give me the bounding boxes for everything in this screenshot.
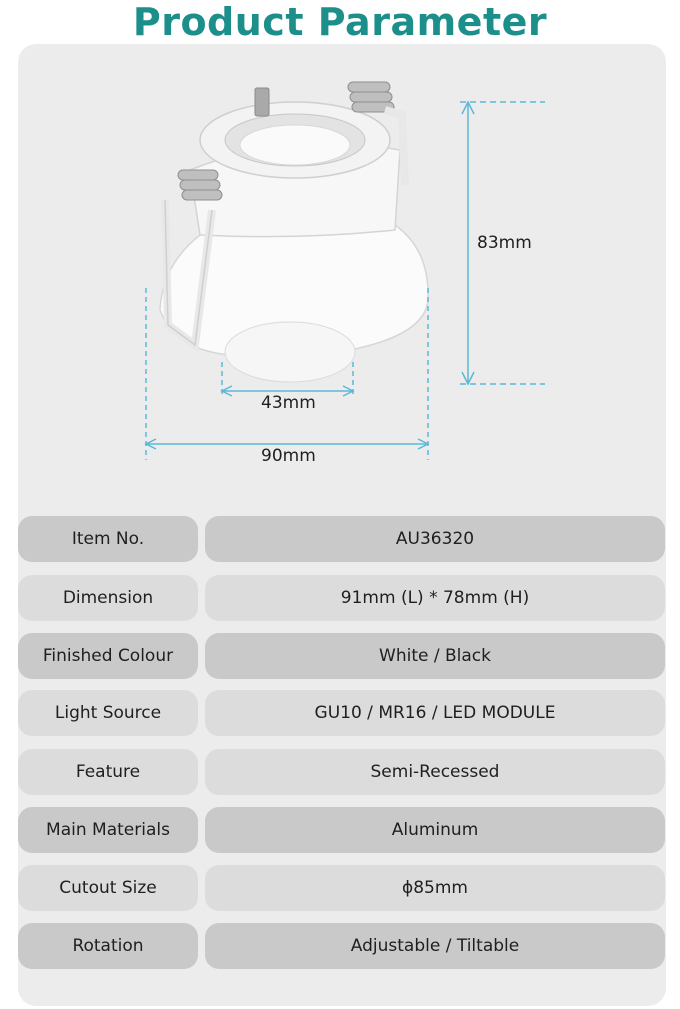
param-value: Aluminum xyxy=(205,807,665,853)
param-label: Item No. xyxy=(18,516,198,562)
outer-dimension-label: 90mm xyxy=(261,446,316,466)
param-row-main-materials xyxy=(18,807,666,853)
param-value: 91mm (L) * 78mm (H) xyxy=(205,575,665,621)
param-label: Dimension xyxy=(18,575,198,621)
param-row-feature xyxy=(18,749,666,795)
param-value: Adjustable / Tiltable xyxy=(205,923,665,969)
param-row-light-source xyxy=(18,690,666,736)
param-row-item-no xyxy=(18,516,666,562)
param-label: Finished Colour xyxy=(18,633,198,679)
inner-dimension-label: 43mm xyxy=(261,393,316,413)
param-value: AU36320 xyxy=(205,516,665,562)
param-label: Feature xyxy=(18,749,198,795)
param-value: Semi-Recessed xyxy=(205,749,665,795)
param-value: ϕ85mm xyxy=(205,865,665,911)
param-label: Rotation xyxy=(18,923,198,969)
param-row-cutout-size xyxy=(18,865,666,911)
height-dimension-label: 83mm xyxy=(477,233,532,253)
param-value: GU10 / MR16 / LED MODULE xyxy=(205,690,665,736)
param-row-finished-colour xyxy=(18,633,666,679)
param-row-rotation xyxy=(18,923,666,969)
param-label: Main Materials xyxy=(18,807,198,853)
product-diagram xyxy=(0,0,680,500)
downlight-product-image xyxy=(160,82,428,382)
param-label: Cutout Size xyxy=(18,865,198,911)
param-label: Light Source xyxy=(18,690,198,736)
param-row-dimension xyxy=(18,575,666,621)
param-value: White / Black xyxy=(205,633,665,679)
page-title: Product Parameter xyxy=(132,0,548,44)
